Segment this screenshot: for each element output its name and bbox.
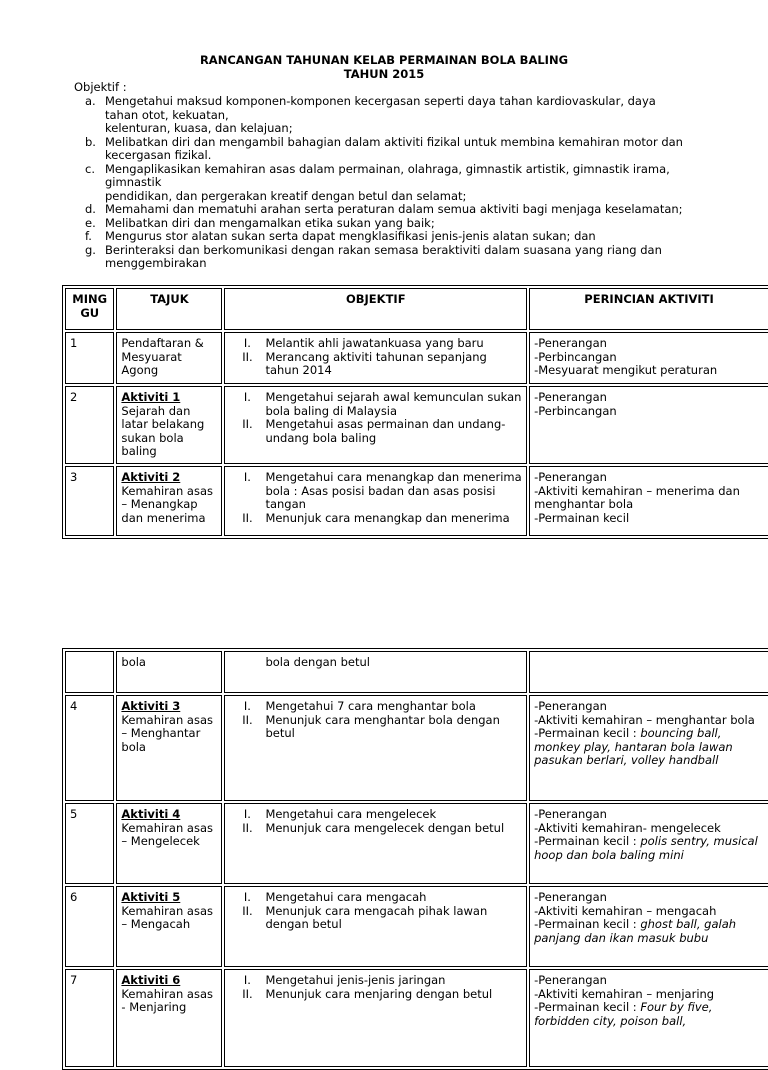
title-line-2: TAHUN 2015	[343, 66, 425, 81]
roman-numeral: II.	[242, 417, 253, 431]
objective-letter: f.	[85, 229, 92, 243]
objective-point-text: Mengetahui cara mengacah	[265, 890, 427, 904]
week-number: 2	[70, 390, 78, 404]
small-games-line	[534, 727, 764, 768]
detail-line: -Permainan kecil	[534, 510, 630, 525]
roman-numeral: II.	[242, 986, 253, 1001]
objective-text: Mengetahui maksud komponen-komponen kecergasan seperti daya tahan kardiovaskular, daya tahan otot, kekuatan, kelenturan, kuasa, dan kelajuan;	[105, 94, 656, 135]
objective-item	[85, 230, 715, 244]
title-line-1: RANCANGAN TAHUNAN KELAB PERMAINAN BOLA BALING	[199, 53, 569, 67]
week-cell	[65, 969, 114, 1067]
small-games-prefix: -Permainan kecil :	[534, 726, 641, 740]
objective-point	[229, 512, 522, 526]
detail-line: -Penerangan	[534, 470, 607, 484]
objective-point-text: Menunjuk cara menangkap dan menerima	[265, 510, 510, 525]
objective-cell	[224, 386, 527, 464]
objective-letter: d.	[85, 202, 96, 216]
activity-title: Aktiviti 1	[121, 390, 181, 404]
header-title-label: TAJUK	[150, 292, 189, 306]
document-title	[0, 54, 768, 81]
detail-line: -Aktiviti kemahiran – menghantar bola	[534, 712, 755, 727]
detail-line: -Aktiviti kemahiran – menerima dan menghantar bola	[534, 483, 740, 511]
small-games-list: bouncing ball, monkey play, hantaran bola lawan pasukan berlari, volley handball	[534, 726, 733, 767]
roman-numeral: I.	[243, 890, 251, 904]
table-row	[65, 386, 768, 464]
week-cell	[65, 466, 114, 536]
objective-item	[85, 217, 715, 231]
table-row	[65, 332, 768, 384]
objective-point	[229, 714, 522, 741]
objective-letter: a.	[85, 94, 96, 108]
week-cell	[65, 386, 114, 464]
header-week	[65, 288, 114, 330]
objective-cell	[224, 803, 527, 884]
table-row	[65, 695, 768, 801]
objective-point	[229, 337, 522, 351]
details-cell	[529, 466, 768, 536]
small-games-list: Four by five, forbidden city, poison ball,	[534, 1000, 713, 1028]
continuation-objective-cell	[224, 651, 527, 693]
roman-numeral: II.	[242, 712, 253, 727]
small-games-prefix: -Permainan kecil :	[534, 1000, 641, 1014]
detail-line: -Aktiviti kemahiran- mengelecek	[534, 820, 721, 835]
activity-title: Aktiviti 2	[121, 470, 181, 484]
objective-point-text: Menunjuk cara menjaring dengan betul	[265, 986, 493, 1001]
table-header-row	[65, 288, 768, 330]
detail-line: -Penerangan	[534, 807, 607, 821]
objective-point	[229, 905, 522, 932]
roman-numeral: I.	[243, 470, 251, 484]
roman-numeral: II.	[242, 903, 253, 918]
objective-item	[85, 163, 715, 204]
objectives-list	[85, 95, 715, 271]
week-number: 6	[70, 890, 78, 904]
objective-point	[229, 700, 522, 714]
objective-point	[229, 988, 522, 1002]
objective-text: Mengurus stor alatan sukan serta dapat mengklasifikasi jenis-jenis alatan sukan; dan	[105, 229, 596, 243]
objective-point	[229, 471, 522, 512]
objective-cell	[224, 969, 527, 1067]
schedule-table-part-2	[62, 648, 768, 1070]
objective-point-text: Mengetahui asas permainan dan undang-undang bola baling	[265, 417, 506, 445]
objective-point-text: Menunjuk cara menghantar bola dengan betul	[265, 712, 500, 740]
continuation-title-cell	[116, 651, 222, 693]
week-number: 3	[70, 470, 78, 484]
title-line: Kemahiran asas	[121, 903, 213, 918]
objective-point-text: Mengetahui jenis-jenis jaringan	[265, 973, 446, 987]
roman-numeral: I.	[243, 807, 251, 821]
objective-item	[85, 244, 715, 271]
continuation-week-cell	[65, 651, 114, 693]
title-line: - Menjaring	[121, 1000, 187, 1014]
continuation-details-cell	[529, 651, 768, 693]
roman-numeral: I.	[243, 973, 251, 987]
table-row	[65, 466, 768, 536]
roman-numeral: I.	[243, 390, 251, 404]
continuation-title: bola	[121, 655, 146, 669]
continuation-objective: bola dengan betul	[265, 655, 370, 669]
week-number: 7	[70, 973, 78, 987]
title-line: Mesyuarat	[121, 349, 182, 364]
detail-line: -Penerangan	[534, 390, 607, 404]
detail-line: -Aktiviti kemahiran – mengacah	[534, 903, 717, 918]
title-line: Kemahiran asas	[121, 986, 213, 1001]
details-cell	[529, 886, 768, 967]
objective-point-text: Mengetahui cara menangkap dan menerima bola : Asas posisi badan dan asas posisi tangan	[265, 470, 522, 511]
objective-point-text: Menunjuk cara mengelecek dengan betul	[265, 820, 505, 835]
title-cell	[116, 466, 222, 536]
objective-point-text: Mengetahui cara mengelecek	[265, 807, 437, 821]
detail-line: -Penerangan	[534, 973, 607, 987]
table-row	[65, 886, 768, 967]
header-details-label: PERINCIAN AKTIVITI	[584, 292, 714, 306]
details-cell	[529, 386, 768, 464]
small-games-line	[534, 835, 764, 862]
objective-text: Melibatkan diri dan mengamalkan etika sukan yang baik;	[105, 215, 435, 230]
week-number: 1	[70, 336, 78, 350]
table-row	[65, 969, 768, 1067]
title-line: sukan bola	[121, 430, 184, 445]
title-line: – Menangkap	[121, 497, 198, 511]
objective-letter: g.	[85, 242, 96, 257]
header-objective-label: OBJEKTIF	[345, 292, 406, 306]
roman-numeral: II.	[242, 510, 253, 525]
objective-point-text: Mengetahui 7 cara menghantar bola	[265, 699, 476, 713]
details-cell	[529, 803, 768, 884]
header-details	[529, 288, 768, 330]
objective-point-text: Mengetahui sejarah awal kemunculan sukan bola baling di Malaysia	[265, 390, 522, 418]
roman-numeral: II.	[242, 349, 253, 364]
title-line: Kemahiran asas	[121, 820, 213, 835]
objective-point-text: Menunjuk cara mengacah pihak lawan dengan betul	[265, 903, 488, 931]
schedule-table-part-1	[62, 285, 768, 539]
detail-line: -Mesyuarat mengikut peraturan	[534, 363, 718, 377]
header-week-label: MING GU	[72, 292, 108, 320]
objectives-heading: Objektif :	[74, 80, 127, 94]
title-line: Agong	[121, 363, 159, 377]
small-games-prefix: -Permainan kecil :	[534, 917, 641, 931]
week-cell	[65, 803, 114, 884]
objective-point	[229, 891, 522, 905]
detail-line: -Perbincangan	[534, 349, 617, 364]
objective-item	[85, 203, 715, 217]
objective-point	[229, 974, 522, 988]
objective-text: Berinteraksi dan berkomunikasi dengan rakan semasa beraktiviti dalam suasana yang riang dan menggembirakan	[105, 242, 662, 270]
small-games-prefix: -Permainan kecil :	[534, 834, 641, 848]
week-number: 4	[70, 699, 78, 713]
objective-letter: b.	[85, 134, 96, 149]
objective-point	[229, 808, 522, 822]
activity-title: Aktiviti 6	[121, 973, 181, 987]
week-cell	[65, 332, 114, 384]
detail-line: -Penerangan	[534, 336, 607, 350]
title-cell	[116, 386, 222, 464]
small-games-list: ghost ball, galah panjang dan ikan masuk bubu	[534, 917, 737, 945]
objective-point-text: Melantik ahli jawatankuasa yang baru	[265, 336, 484, 350]
title-line: Kemahiran asas	[121, 483, 213, 498]
activity-title: Aktiviti 3	[121, 699, 181, 713]
title-line: – Menghantar	[121, 726, 201, 740]
small-games-list: polis sentry, musical hoop dan bola baling mini	[534, 834, 758, 862]
title-line: dan menerima	[121, 510, 206, 525]
objective-point	[229, 351, 522, 378]
title-line: baling	[121, 444, 157, 458]
title-line: Pendaftaran &	[121, 336, 204, 350]
objective-cell	[224, 886, 527, 967]
objective-cell	[224, 466, 527, 536]
title-line: – Mengacah	[121, 917, 191, 931]
week-cell	[65, 695, 114, 801]
roman-numeral: I.	[243, 336, 251, 350]
objective-text: Mengaplikasikan kemahiran asas dalam permainan, olahraga, gimnastik artistik, gimnastik irama, gimnastik pendidikan, dan pergerakan kreatif dengan betul dan selamat;	[105, 161, 670, 203]
title-line: bola	[121, 739, 146, 754]
roman-numeral: I.	[243, 699, 251, 713]
roman-numeral: II.	[242, 820, 253, 835]
title-cell	[116, 886, 222, 967]
title-line: – Mengelecek	[121, 834, 200, 848]
title-cell	[116, 332, 222, 384]
week-cell	[65, 886, 114, 967]
objective-item	[85, 136, 715, 163]
header-title	[116, 288, 222, 330]
objective-text: Melibatkan diri dan mengambil bahagian dalam aktiviti fizikal untuk membina kemahiran motor dan kecergasan fizikal.	[105, 134, 683, 162]
title-cell	[116, 695, 222, 801]
activity-title: Aktiviti 4	[121, 807, 181, 821]
title-cell	[116, 803, 222, 884]
objective-item	[85, 95, 715, 136]
title-line: Kemahiran asas	[121, 712, 213, 727]
objective-point	[229, 822, 522, 836]
title-line: Sejarah dan	[121, 403, 191, 418]
title-line: latar belakang	[121, 417, 205, 431]
objective-point-text: Merancang aktiviti tahunan sepanjang tahun 2014	[265, 349, 487, 377]
objective-letter: e.	[85, 215, 96, 230]
small-games-line	[534, 918, 764, 945]
activity-title: Aktiviti 5	[121, 890, 181, 904]
details-cell	[529, 695, 768, 801]
continuation-row	[65, 651, 768, 693]
detail-line: -Penerangan	[534, 890, 607, 904]
table-row	[65, 803, 768, 884]
objective-cell	[224, 332, 527, 384]
objective-text: Memahami dan mematuhi arahan serta peraturan dalam semua aktiviti bagi menjaga keselamatan;	[105, 202, 683, 216]
title-cell	[116, 969, 222, 1067]
objective-cell	[224, 695, 527, 801]
objective-point	[229, 418, 522, 445]
detail-line: -Aktiviti kemahiran – menjaring	[534, 986, 715, 1001]
week-number: 5	[70, 807, 78, 821]
objective-point	[229, 391, 522, 418]
header-objective	[224, 288, 527, 330]
detail-line: -Penerangan	[534, 699, 607, 713]
details-cell	[529, 969, 768, 1067]
detail-line: -Perbincangan	[534, 403, 617, 418]
details-cell	[529, 332, 768, 384]
objective-letter: c.	[85, 161, 95, 176]
